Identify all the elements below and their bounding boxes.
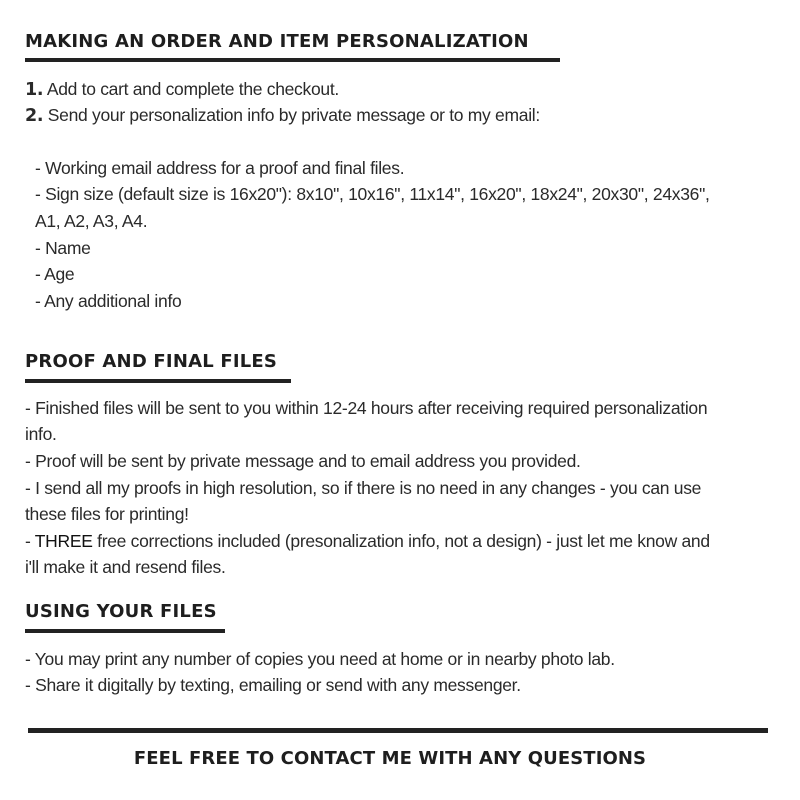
- heading-making-an-order: MAKING AN ORDER AND ITEM PERSONALIZATION: [25, 31, 529, 52]
- heading-using-your-files: USING YOUR FILES: [25, 601, 217, 622]
- proof-line-4-cont: i'll make it and resend files.: [25, 557, 226, 577]
- heading-underline: [25, 629, 225, 633]
- proof-line-3: - I send all my proofs in high resolution, so if there is no need in any changes - you can use: [25, 478, 702, 498]
- info-item-sign-size-cont: A1, A2, A3, A4.: [35, 211, 148, 231]
- dash: -: [25, 531, 35, 551]
- proof-line-1: - Finished files will be sent to you within 12-24 hours after receiving required personalization: [25, 398, 708, 418]
- proof-line-1-cont: info.: [25, 424, 57, 444]
- heading-underline: [25, 379, 291, 383]
- footer-divider: [28, 728, 768, 733]
- using-line-1: - You may print any number of copies you need at home or in nearby photo lab.: [25, 649, 615, 669]
- step-text: Send your personalization info by private message or to my email:: [43, 105, 540, 125]
- footer-contact-text: FEEL FREE TO CONTACT ME WITH ANY QUESTIONS: [133, 748, 647, 769]
- emphasis-three: THREE: [34, 531, 93, 551]
- info-item-sign-size: - Sign size (default size is 16x20"): 8x10", 10x16", 11x14", 16x20", 18x24", 20x30", 24x36",: [35, 184, 710, 204]
- using-line-2: - Share it digitally by texting, emailing or send with any messenger.: [25, 675, 521, 695]
- corrections-text: free corrections included (presonalization info, not a design) - just let me know and: [92, 531, 710, 551]
- info-item-additional: - Any additional info: [35, 291, 182, 311]
- heading-proof-and-final-files: PROOF AND FINAL FILES: [25, 351, 278, 372]
- proof-line-3-cont: these files for printing!: [25, 504, 189, 524]
- step-2: [25, 105, 540, 126]
- info-item-email: - Working email address for a proof and final files.: [35, 158, 405, 178]
- step-1: [25, 79, 339, 100]
- info-item-name: - Name: [35, 238, 91, 258]
- heading-underline: [25, 58, 560, 62]
- step-number: 2.: [25, 106, 44, 126]
- step-text: Add to cart and complete the checkout.: [43, 79, 339, 99]
- info-item-age: - Age: [35, 264, 75, 284]
- proof-line-4: [25, 531, 710, 552]
- proof-line-2: - Proof will be sent by private message and to email address you provided.: [25, 451, 581, 471]
- step-number: 1.: [25, 80, 44, 100]
